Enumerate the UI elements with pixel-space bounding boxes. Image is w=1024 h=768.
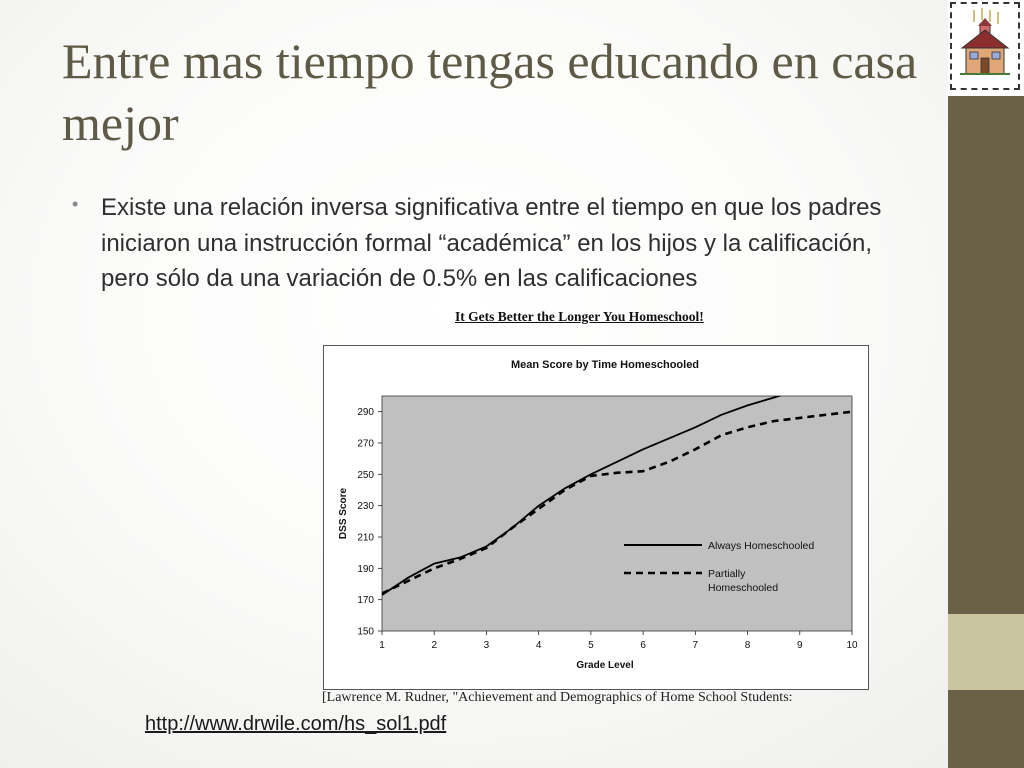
bullet-text: Existe una relación inversa significativa entre el tiempo en que los padres iniciaron una instrucción formal “académica” en los hijos y la calificación, pero sólo da una variación de 0.5% en las calificaciones bbox=[101, 194, 882, 292]
y-tick-label: 150 bbox=[357, 626, 374, 638]
x-tick-label: 7 bbox=[692, 640, 699, 651]
y-tick-label: 290 bbox=[357, 407, 374, 419]
legend-label-1: Always Homeschooled bbox=[708, 540, 815, 552]
x-tick-label: 10 bbox=[846, 640, 858, 651]
x-tick-label: 2 bbox=[431, 640, 438, 651]
x-tick-label: 1 bbox=[379, 640, 385, 651]
legend-label-2: Homeschooled bbox=[708, 582, 779, 594]
chart-container bbox=[323, 345, 869, 690]
citation-text: [Lawrence M. Rudner, "Achievement and Demographics of Home School Students: bbox=[322, 690, 793, 705]
y-tick-label: 250 bbox=[357, 469, 374, 481]
y-tick-label: 170 bbox=[357, 595, 374, 607]
x-tick-label: 9 bbox=[796, 640, 803, 651]
schoolhouse-logo bbox=[950, 2, 1020, 90]
chart-caption: It Gets Better the Longer You Homeschool! bbox=[455, 309, 704, 324]
x-tick-label: 8 bbox=[744, 640, 751, 651]
sidebar-light-segment bbox=[948, 614, 1024, 690]
y-tick-label: 210 bbox=[357, 532, 374, 544]
bullet-marker: • bbox=[72, 194, 79, 214]
sidebar-dark-segment bbox=[948, 96, 1024, 614]
plot-area bbox=[382, 396, 852, 631]
x-tick-label: 6 bbox=[640, 640, 646, 651]
x-tick-label: 4 bbox=[535, 640, 542, 651]
x-axis-label: Grade Level bbox=[576, 660, 634, 671]
y-tick-label: 230 bbox=[357, 501, 374, 513]
x-tick-label: 3 bbox=[483, 640, 490, 651]
sidebar-dark-segment-bottom bbox=[948, 690, 1024, 768]
y-tick-label: 270 bbox=[357, 438, 374, 450]
y-tick-label: 190 bbox=[357, 563, 374, 575]
schoolhouse-icon bbox=[952, 4, 1018, 88]
x-tick-label: 5 bbox=[588, 640, 594, 651]
y-axis-label: DSS Score bbox=[338, 487, 349, 540]
slide-title: Entre mas tiempo tengas educando en casa mejor bbox=[62, 33, 918, 151]
source-link[interactable]: http://www.drwile.com/hs_sol1.pdf bbox=[145, 713, 447, 735]
bullet-list bbox=[72, 190, 902, 297]
chart-title: Mean Score by Time Homeschooled bbox=[510, 359, 700, 371]
line-chart bbox=[324, 346, 868, 689]
legend-label-2: Partially bbox=[708, 568, 746, 580]
